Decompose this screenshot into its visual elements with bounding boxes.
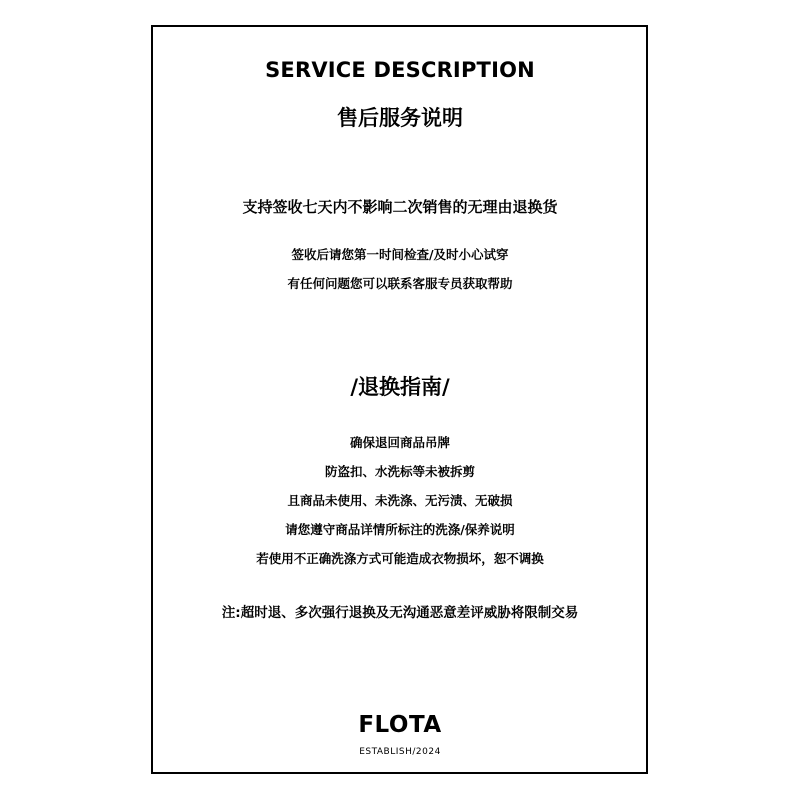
title-english: SERVICE DESCRIPTION	[265, 58, 535, 82]
guide-item-3: 且商品未使用、未洗涤、无污渍、无破损	[287, 493, 513, 508]
establish-year: ESTABLISH/2024	[359, 747, 441, 757]
service-line-1: 签收后请您第一时间检查/及时小心试穿	[291, 247, 509, 262]
title-chinese: 售后服务说明	[337, 106, 463, 130]
return-guide-title: /退换指南/	[350, 375, 450, 399]
guide-item-5: 若使用不正确洗涤方式可能造成衣物损坏，恕不调换	[256, 551, 544, 566]
note-warning: 注:超时退、多次强行退换及无沟通恶意差评威胁将限制交易	[221, 605, 579, 621]
return-policy-lead: 支持签收七天内不影响二次销售的无理由退换货	[242, 198, 558, 216]
guide-item-4: 请您遵守商品详情所标注的洗涤/保养说明	[285, 522, 515, 537]
service-line-2: 有任何问题您可以联系客服专员获取帮助	[287, 276, 513, 291]
brand-logo-text: FLOTA	[358, 712, 442, 738]
guide-item-1: 确保退回商品吊牌	[349, 435, 450, 450]
guide-item-2: 防盗扣、水洗标等未被拆剪	[324, 464, 475, 479]
